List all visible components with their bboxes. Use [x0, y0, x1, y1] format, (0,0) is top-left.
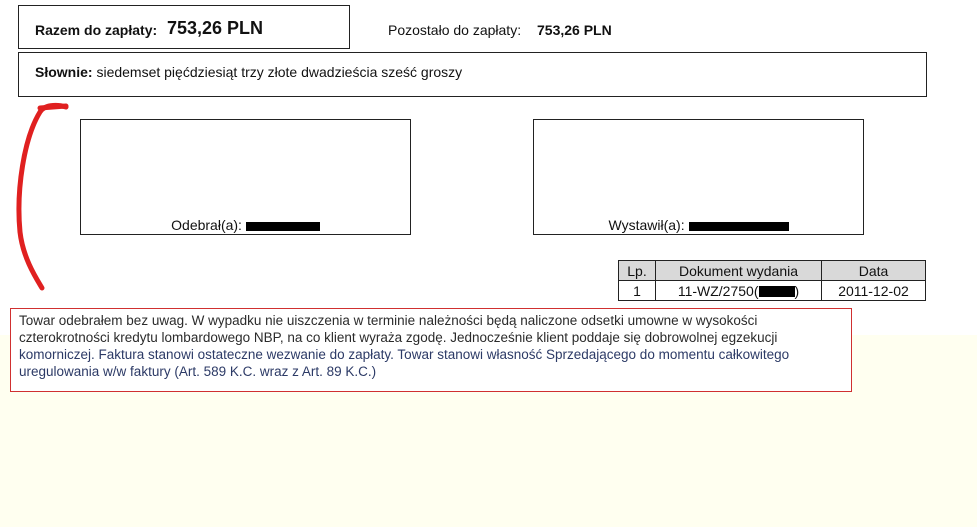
cell-lp: 1: [619, 281, 656, 301]
notice-line-1: Towar odebrałem bez uwag. W wypadku nie uiszczenia w terminie należności będą naliczone odsetki umowne w wysokości: [19, 313, 758, 328]
column-header-lp: Lp.: [619, 261, 656, 281]
document-number: 11-WZ/2750(: [677, 282, 759, 299]
remaining-label: Pozostało do zapłaty:: [388, 22, 522, 38]
document-number-suffix: ): [794, 282, 800, 299]
amount-in-words-text: siedemset pięćdziesiąt trzy złote dwadzieścia sześć groszy: [96, 64, 463, 80]
arrow-tip: [40, 106, 66, 108]
received-label: Odebrał(a):: [171, 217, 242, 233]
notice-line-3: komorniczej. Faktura stanowi ostateczne wezwanie do zapłaty. Towar stanowi własność Sprzedającego do momentu całkowitego: [19, 347, 790, 362]
amount-in-words-label: Słownie:: [35, 64, 93, 80]
cell-date: 2011-12-02: [822, 281, 926, 301]
notice-line-4: uregulowania w/w faktury (Art. 589 K.C. wraz z Art. 89 K.C.): [19, 364, 377, 379]
column-header-document: Dokument wydania: [656, 261, 822, 281]
column-header-date: Data: [822, 261, 926, 281]
remaining-value: 753,26 PLN: [537, 22, 612, 38]
total-value: 753,26 PLN: [167, 18, 264, 38]
arrow-curve: [19, 105, 66, 288]
notice-line-2: czterokrotności kredytu lombardowego NBP, na co klient wyraża zgodę. Jednocześnie klient poddaje się dobrowolnej egzekucji: [19, 330, 778, 345]
issued-label: Wystawił(a):: [608, 217, 685, 233]
total-label: Razem do zapłaty:: [35, 22, 158, 38]
